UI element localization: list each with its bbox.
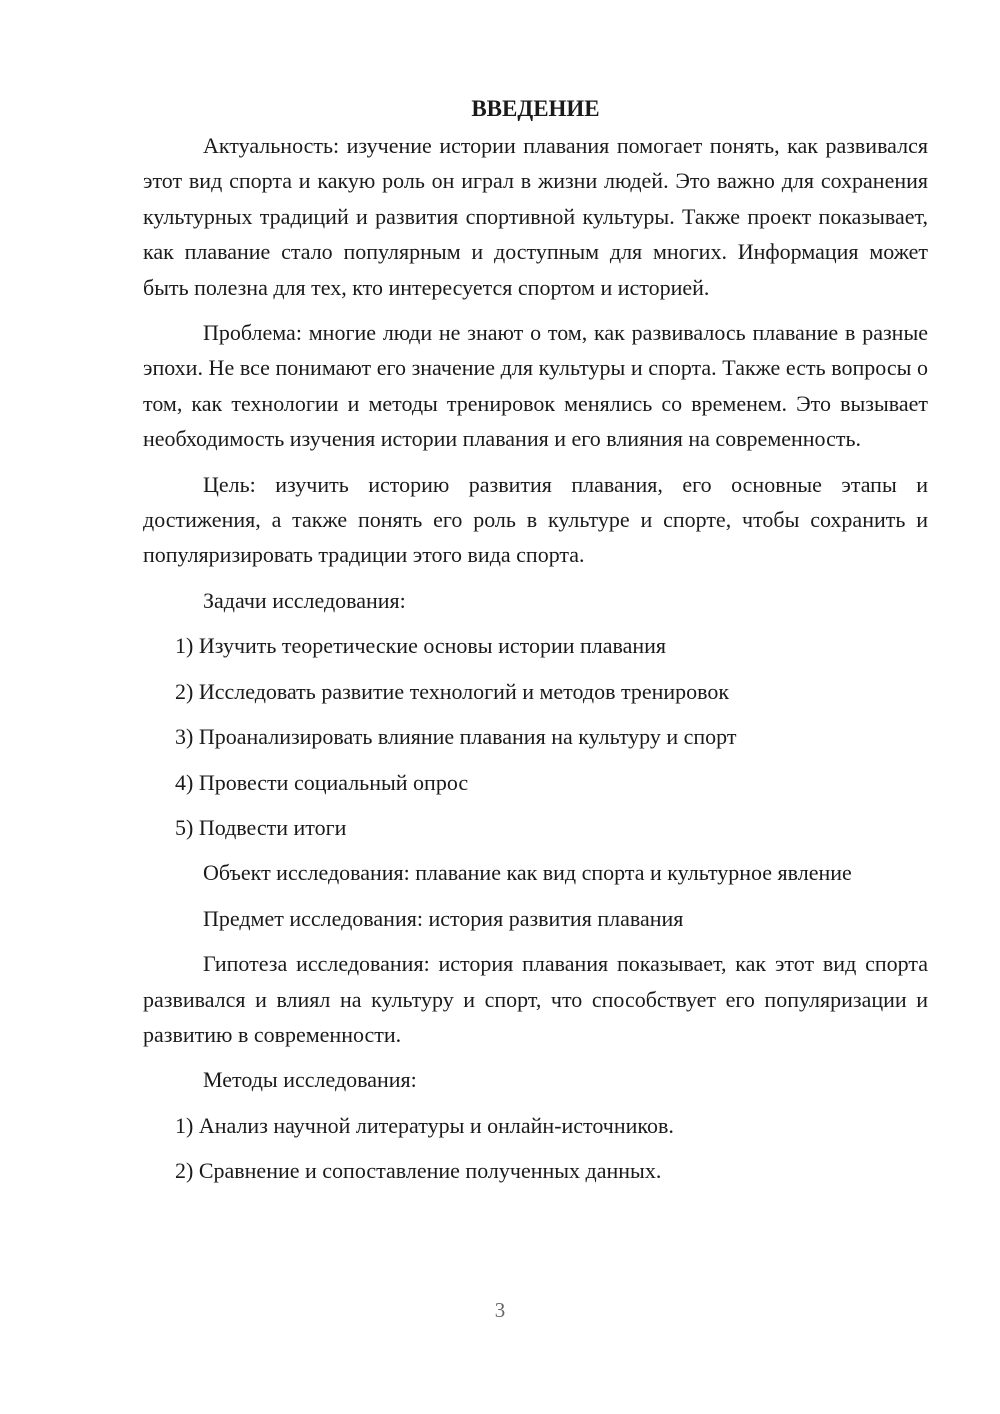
task-item: 3) Проанализировать влияние плавания на культуру и спорт [175, 724, 737, 750]
page-number: 3 [494, 1298, 506, 1322]
method-item: 1) Анализ научной литературы и онлайн-источников. [175, 1112, 674, 1138]
task-item: 2) Исследовать развитие технологий и методов тренировок [175, 678, 730, 704]
task-item: 4) Провести социальный опрос [175, 769, 469, 795]
problem-paragraph: Проблема: многие люди не знают о том, как развивалось плавание в разные эпохи. Не все понимают его значение для культуры и спорта. Также есть вопросы о том, как технологии и методы тренировок менялись со временем. Это вызывает необходимость изучения истории плавания и его влияния на современность. [143, 320, 928, 452]
task-item: 1) Изучить теоретические основы истории плавания [175, 633, 667, 659]
document-page [143, 92, 928, 1199]
task-item: 5) Подвести итоги [175, 814, 347, 840]
methods-list [143, 1108, 928, 1189]
relevance-paragraph: Актуальность: изучение истории плавания помогает понять, как развивался этот вид спорта и какую роль он играл в жизни людей. Это важно для сохранения культурных традиций и развития спортивной культуры. Также проект показывает, как плавание стало популярным и доступным для многих. Информация может быть полезна для тех, кто интересуется спортом и историей. [143, 133, 928, 300]
object-paragraph: Объект исследования: плавание как вид спорта и культурное явление [203, 860, 852, 886]
goal-paragraph: Цель: изучить историю развития плавания, его основные этапы и достижения, а также понять его роль в культуре и спорте, чтобы сохранить и популяризировать традиции этого вида спорта. [143, 471, 928, 568]
tasks-list [143, 628, 928, 845]
method-item: 2) Сравнение и сопоставление полученных данных. [175, 1158, 662, 1184]
subject-paragraph: Предмет исследования: история развития плавания [203, 905, 684, 931]
tasks-heading: Задачи исследования: [203, 587, 406, 613]
methods-heading: Методы исследования: [203, 1067, 417, 1093]
hypothesis-paragraph: Гипотеза исследования: история плавания показывает, как этот вид спорта развивался и влиял на культуру и спорт, что способствует его популяризации и развитию в современности. [143, 951, 928, 1047]
document-title: ВВЕДЕНИЕ [471, 96, 600, 121]
